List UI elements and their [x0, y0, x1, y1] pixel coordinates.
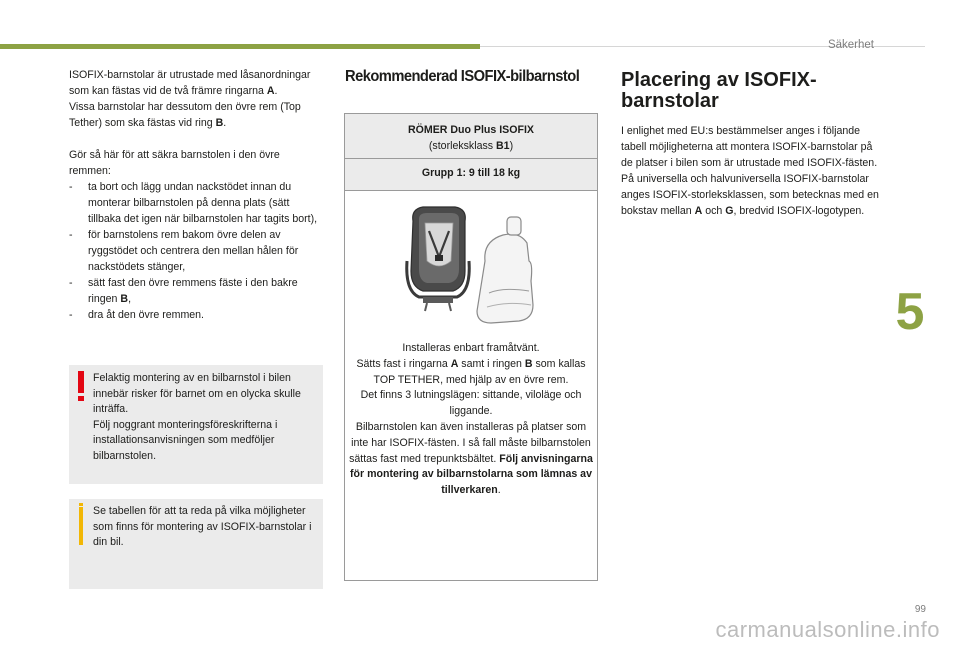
instruction-list [69, 179, 322, 323]
placement-title: Placering av ISOFIX-barnstolar [621, 69, 817, 112]
seat-description: Installeras enbart framåtvänt. Sätts fast i ringarna A samt i ringen B som kallas TOP TETHER, med hjälp av en övre rem. Det finns 3 lutningslägen: sittande, viloläge och liggande. Bilbarnstolen kan även installeras på platser som inte har ISOFIX-fästen. I så fall måste bilbarnstolen sättas fast med trepunktsbältet. Följ anvisningarna för montering av bilbarnstolarna som lämnas av tillverkaren. [349, 342, 593, 497]
list-item: - sätt fast den övre remmens fäste i den bakre ringen B, [69, 275, 322, 307]
section-title: Säkerhet [827, 39, 874, 51]
recommended-seat-title: Rekommenderad ISOFIX-bilbarnstol [345, 68, 580, 85]
size-class-paragraph: På universella och halvuniversella ISOFIX-barnstolar anges ISOFIX-storleksklassen, som betecknas med en bokstav mellan A och G, bredvid ISOFIX-logotypen. [621, 173, 879, 217]
left-column [69, 67, 322, 323]
recommended-seat-table [344, 113, 598, 581]
page-number: 99 [914, 604, 926, 615]
top-tether-paragraph: Vissa barnstolar har dessutom den övre rem (Top Tether) som ska fästas vid ring B. [69, 101, 301, 129]
chapter-number: 5 [895, 283, 925, 341]
watermark: carmanualsonline.info [715, 617, 940, 642]
instructions-intro: Gör så här för att säkra barnstolen i den övre remmen: [69, 149, 280, 177]
weight-group-cell: Grupp 1: 9 till 18 kg [345, 159, 597, 191]
list-item: - dra åt den övre remmen. [69, 307, 322, 323]
info-icon [79, 507, 83, 545]
list-item: - för barnstolens rem bakom övre delen av ryggstödet och centrera den mellan hålen för nackstödets stänger, [69, 227, 322, 275]
seat-name-cell: RÖMER Duo Plus ISOFIX (storleksklass B1) [345, 114, 597, 159]
child-seat-illustration [403, 201, 543, 331]
intro-paragraph: ISOFIX-barnstolar är utrustade med låsanordningar som kan fästas vid de två främre ringarna A. [69, 69, 311, 97]
placement-paragraph: I enlighet med EU:s bestämmelser anges i följande tabell möjligheterna att montera ISOFIX-barnstolar på de platser i bilen som är utrustade med ISOFIX-fästen. [621, 125, 878, 169]
list-item: - ta bort och lägg undan nackstödet innan du monterar bilbarnstolen på denna plats (sätt tillbaka det igen när bilbarnstolen har tagits bort), [69, 179, 322, 227]
info-box: Se tabellen för att ta reda på vilka möjligheter som finns för montering av ISOFIX-barnstolar i din bil. [69, 499, 323, 589]
header-accent-bar [0, 44, 480, 49]
right-column [621, 123, 881, 219]
warning-box: Felaktig montering av en bilbarnstol i bilen innebär risker för barnet om en olycka skulle inträffa. Följ noggrant monteringsföreskrifterna i installationsanvisningen som medföljer bilbarnstolen. [69, 365, 323, 484]
